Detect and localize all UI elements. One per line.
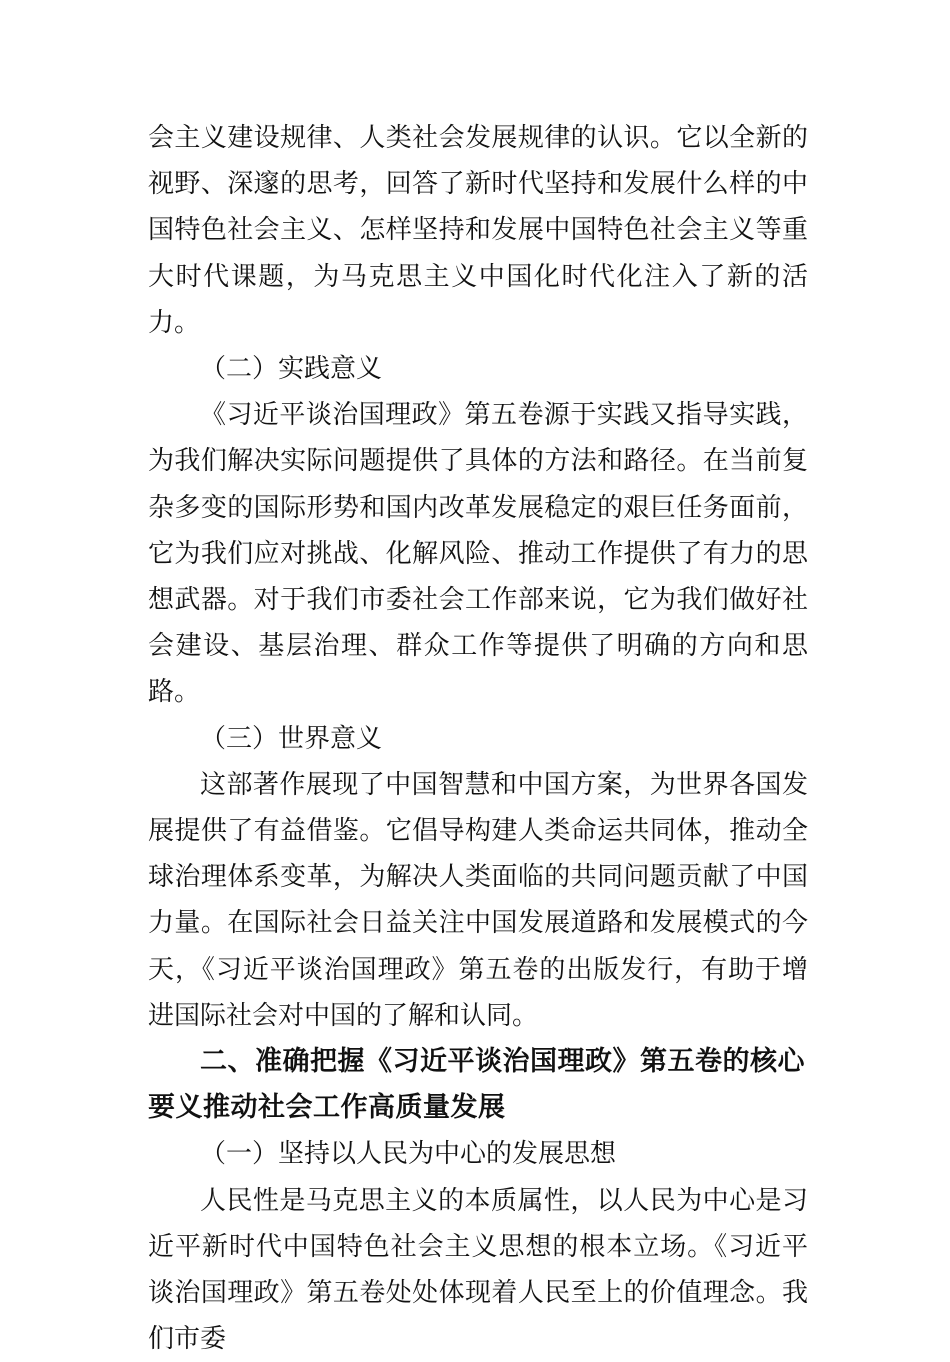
body-paragraph-practical: 《习近平谈治国理政》第五卷源于实践又指导实践，为我们解决实际问题提供了具体的方法和路径。在当前复杂多变的国际形势和国内改革发展稳定的艰巨任务面前，它为我们应对挑战、化解风险、推动工作提供了有力的思想武器。对于我们市委社会工作部来说，它为我们做好社会建设、基层治理、群众工作等提供了明确的方向和思路。 bbox=[148, 400, 808, 708]
section-heading-practical-significance: （二）实践意义 bbox=[200, 354, 383, 385]
document-page bbox=[148, 115, 808, 1362]
section-heading-world-significance: （三）世界意义 bbox=[200, 723, 383, 754]
body-paragraph-people-centered: 人民性是马克思主义的本质属性，以人民为中心是习近平新时代中国特色社会主义思想的根本立场。《习近平谈治国理政》第五卷处处体现着人民至上的价值理念。我们市委 bbox=[148, 1185, 808, 1355]
section-heading-people-centered: （一）坚持以人民为中心的发展思想 bbox=[200, 1139, 617, 1170]
chapter-heading-core-essence: 二、准确把握《习近平谈治国理政》第五卷的核心要义推动社会工作高质量发展 bbox=[148, 1046, 805, 1124]
body-paragraph-world: 这部著作展现了中国智慧和中国方案，为世界各国发展提供了有益借鉴。它倡导构建人类命运共同体，推动全球治理体系变革，为解决人类面临的共同问题贡献了中国力量。在国际社会日益关注中国发展道路和发展模式的今天，《习近平谈治国理政》第五卷的出版发行，有助于增进国际社会对中国的了解和认同。 bbox=[148, 769, 808, 1031]
body-paragraph-continued: 会主义建设规律、人类社会发展规律的认识。它以全新的视野、深邃的思考，回答了新时代坚持和发展什么样的中国特色社会主义、怎样坚持和发展中国特色社会主义等重大时代课题，为马克思主义中国化时代化注入了新的活力。 bbox=[148, 123, 808, 338]
